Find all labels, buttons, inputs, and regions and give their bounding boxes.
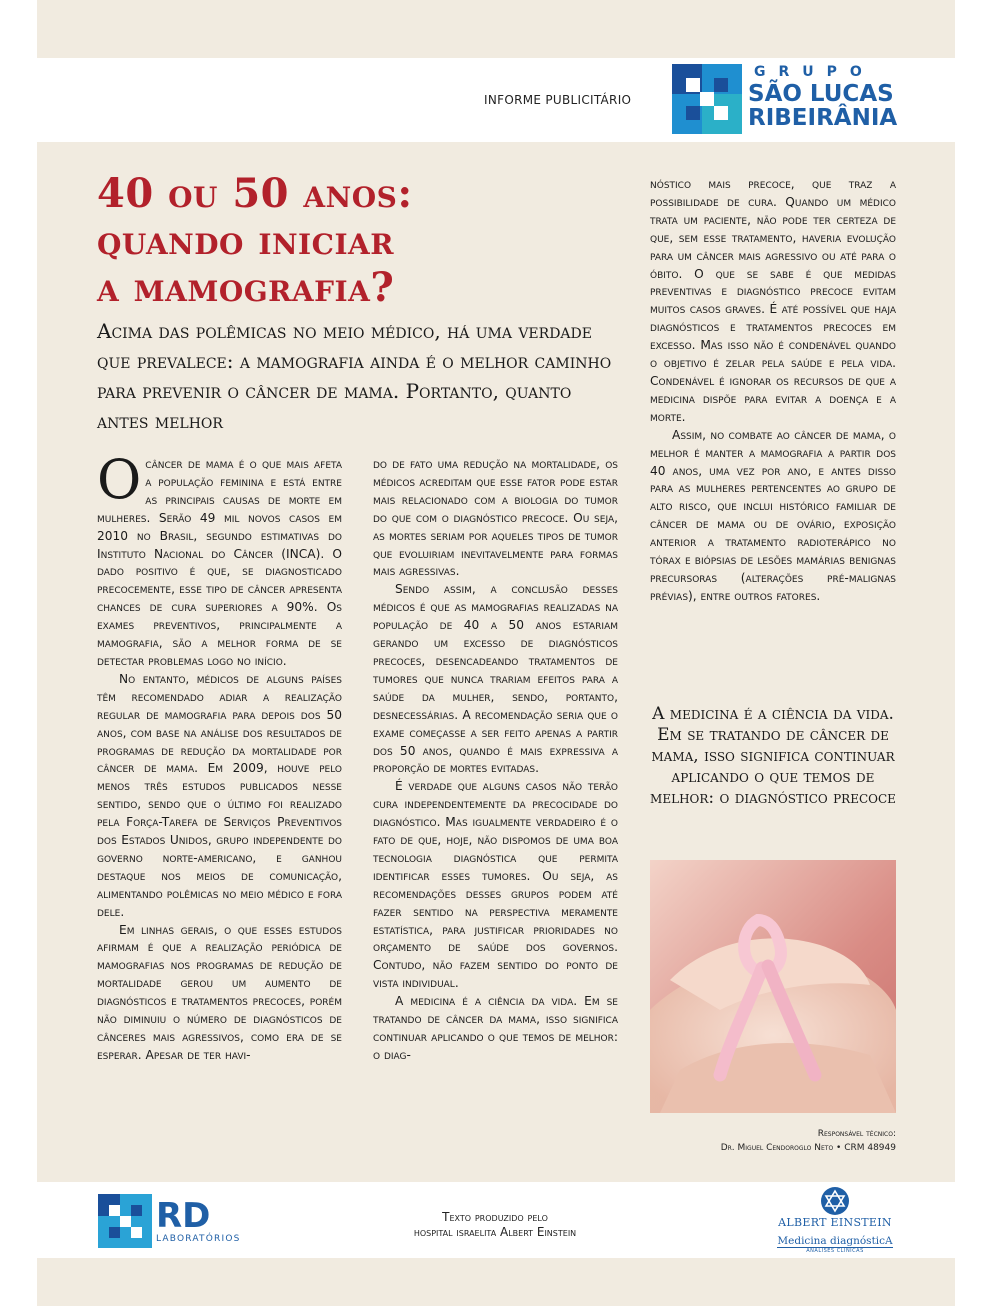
- ae-logo-subtitle: Medicina diagnósticA: [777, 1235, 893, 1247]
- footer-credit: [370, 1210, 620, 1240]
- paragraph: Em linhas gerais, o que esses estudos afirmam é que a realização periódica de mamografias nos programas de redução de mortalidade gerou um aumento de diagnósticos e tratamentos precoces, porém não diminuiu o número de diagnósticos de cânceres mais agressivos, como era de se esperar. Apesar de ter havi-: [97, 922, 342, 1062]
- rd-laboratorios-logo: [98, 1194, 248, 1250]
- sao-lucas-mark-icon: [672, 64, 742, 134]
- sao-lucas-logo: [672, 64, 902, 136]
- article-title: [97, 170, 617, 311]
- paragraph: Assim, no combate ao câncer de mama, o melhor é manter a mamografia a partir dos 40 anos, uma vez por ano, e antes disso para as mulheres pertencentes ao grupo de alto risco, que inclui histórico familiar de câncer de mama ou de ovário, exposição anterior a tratamento radioterápico no tórax e biópsias de lesões mamárias benignas precursoras (alterações pré-malignas prévias), entre outros fatores.: [650, 427, 896, 603]
- paragraph: nóstico mais precoce, que traz a possibilidade de cura. Quando um médico trata um paciente, não pode ter certeza de que, sem esse tratamento, haveria evolução para um câncer mais agressivo ou até para o óbito. O que se sabe é que medidas preventivas e diagnóstico precoce evitam muitos casos graves. É até possível que haja diagnósticos e tratamentos precoces em excesso. Mas isso não é condenável quando o objetivo é zelar pela saúde e pela vida. Condenável é ignorar os recursos de que a medicina dispõe para evitar a doença e a morte.: [650, 177, 896, 424]
- paragraph: No entanto, médicos de alguns países têm recomendado adiar a realização regular de mamografia para depois dos 50 anos, com base na análise dos resultados de programas de redução da mortalidade por câncer de mama. Em 2009, houve pelo menos três estudos publicados nesse sentido, sendo que o último foi realizado pela Força-Tarefa de Serviços Preventivos dos Estados Unidos, grupo independente do governo norte-americano, e ganhou destaque nos meios de comunicação, alimentando polêmicas no meio médico e fora dele.: [97, 671, 342, 919]
- title-line-2: quando iniciar: [97, 217, 395, 264]
- paragraph: do de fato uma redução na mortalidade, os médicos acreditam que esse fator pode estar mais relacionado com a biologia do tumor do que com o diagnóstico precoce. Ou seja, as mortes seriam por aqueles tipos de tumor que evoluiriam inevitavelmente para formas mais agressivas.: [373, 457, 618, 579]
- title-line-3: a mamografia?: [97, 264, 395, 311]
- logo-group-word: GRUPO: [754, 64, 875, 80]
- rd-logo-subtitle: LABORATÓRIOS: [156, 1234, 241, 1244]
- credit-label: Responsável técnico:: [817, 1129, 896, 1139]
- star-of-david-icon: [820, 1186, 850, 1216]
- logo-line-2: RIBEIRÂNIA: [748, 105, 898, 131]
- credit-name: Dr. Miguel Cendoroglo Neto • CRM 48949: [720, 1143, 896, 1153]
- paragraph-text: câncer de mama é o que mais afeta a população feminina e está entre as principais causas de morte em mulheres. Serão 49 mil novos casos em 2010 no Brasil, segundo estimativas do Instituto Nacional do Câncer (INCA). O dado positivo é que, se diagnosticado precocemente, esse tipo de câncer apresenta chances de cura superiores a 90%. Os exames preventivos, principalmente a mamografia, são a melhor forma de se detectar problemas logo no início.: [97, 457, 342, 668]
- ribbon-photo-illustration: [650, 860, 896, 1113]
- paragraph: A medicina é a ciência da vida. Em se tratando de câncer da mama, isso significa continuar aplicando o que temos de melhor: o diag-: [373, 994, 618, 1062]
- rd-mark-icon: [98, 1194, 152, 1248]
- paragraph: É verdade que alguns casos não terão cura independentemente da precocidade do diagnóstico. Mas igualmente verdadeiro é o fato de que, hoje, não dispomos de uma boa tecnologia diagnóstica que permita identificar esses tumores. Ou seja, as recomendações desses grupos podem até fazer sentido na perspectiva meramente estatística, para justificar prioridades no orçamento de saúde dos governos. Contudo, não fazem sentido do ponto de vista individual.: [373, 779, 618, 991]
- article-column-2: [373, 456, 618, 1065]
- logo-line-1: SÃO LUCAS: [748, 81, 894, 107]
- technical-credit: [650, 1127, 896, 1155]
- paragraph: Sendo assim, a conclusão desses médicos é que as mamografias realizadas na população de 40 a 50 anos estariam gerando um excesso de diagnósticos precoces, desencadeando tratamentos de tumores que nunca trariam efeitos para a saúde da mulher, sendo, portanto, desnecessárias. A recomendação seria que o exame começasse a ser feito apenas a partir dos 50 anos, quando é mais expressiva a proporção de mortes evitadas.: [373, 582, 618, 776]
- drop-cap: O: [97, 448, 142, 511]
- albert-einstein-logo: [770, 1186, 900, 1256]
- ae-logo-tagline: ANÁLISES CLÍNICAS: [806, 1248, 864, 1254]
- footer-credit-line-2: hospital israelita Albert Einstein: [413, 1225, 577, 1239]
- top-band: [37, 0, 955, 58]
- pink-ribbon-hands-photo: [650, 860, 896, 1113]
- article-column-1: [97, 448, 342, 1065]
- pull-quote: A medicina é a ciência da vida. Em se tratando de câncer de mama, isso significa continuar aplicando o que temos de melhor: o diagnóstico precoce: [650, 704, 896, 808]
- rd-logo-text: RD: [156, 1196, 211, 1236]
- bottom-band: [37, 1258, 955, 1306]
- article-lede: Acima das polêmicas no meio médico, há uma verdade que prevalece: a mamografia ainda é o melhor caminho para prevenir o câncer de mama. Portanto, quanto antes melhor: [97, 319, 612, 433]
- footer-credit-line-1: Texto produzido pelo: [442, 1210, 548, 1224]
- ae-logo-name: ALBERT EINSTEIN: [778, 1216, 892, 1229]
- paragraph: [97, 448, 342, 671]
- advertorial-label: INFORME PUBLICITÁRIO: [484, 93, 632, 107]
- article-column-3: [650, 176, 896, 606]
- title-line-1: 40 ou 50 anos:: [97, 170, 413, 217]
